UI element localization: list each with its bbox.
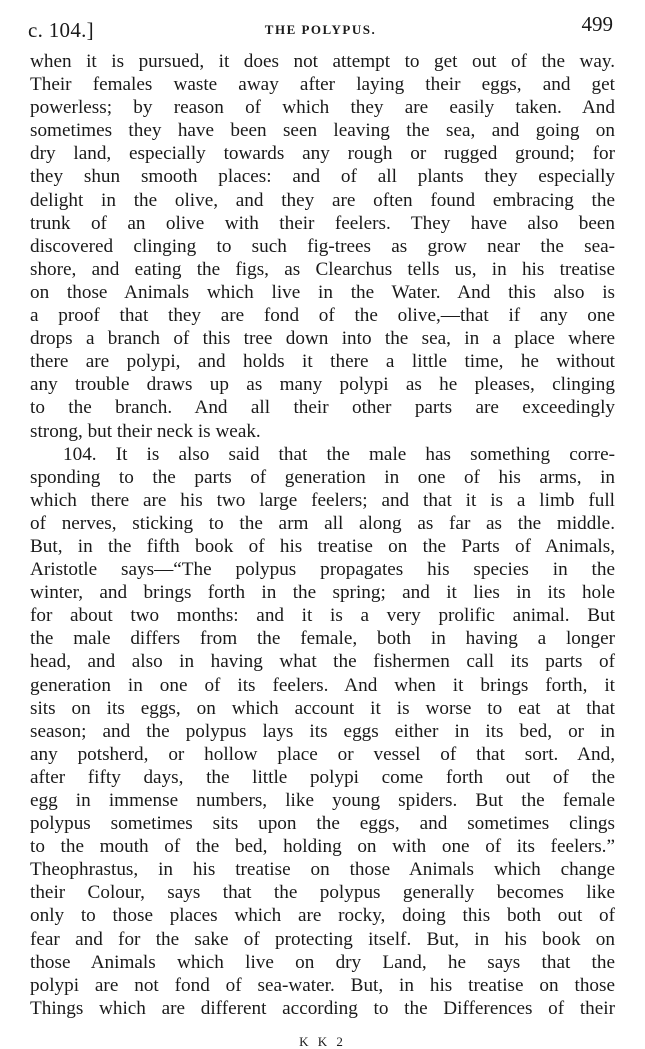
text-line: generation in one of its feelers. And when it brings forth, it <box>30 674 615 696</box>
text-line: trunk of an olive with their feelers. They have also been <box>30 212 615 234</box>
text-line: head, and also in having what the fishermen call its parts of <box>30 651 615 673</box>
text-line: fear and for the sake of protecting itself. But, in his book on <box>30 928 615 950</box>
text-line: shore, and eating the figs, as Clearchus tells us, in his treatise <box>30 258 615 280</box>
text-line: But, in the fifth book of his treatise on the Parts of Animals, <box>30 535 615 557</box>
text-line: polypus sometimes sits upon the eggs, and sometimes clings <box>30 813 615 835</box>
text-line: when it is pursued, it does not attempt to get out of the way. <box>30 51 615 72</box>
text-line: after fifty days, the little polypi come forth out of the <box>30 766 615 788</box>
text-line: of nerves, sticking to the arm all along as far as the middle. <box>30 512 615 534</box>
paragraph-end-line: strong, but their neck is weak. <box>30 420 261 442</box>
text-line: to the mouth of the bed, holding on with one of its feelers.” <box>30 836 615 858</box>
text-line: Theophrastus, in his treatise on those Animals which change <box>30 859 615 881</box>
text-line: drops a branch of this tree down into the sea, in a place where <box>30 328 615 350</box>
text-line: to the branch. And all their other parts are exceedingly <box>30 397 615 419</box>
text-line: discovered clinging to such fig-trees as grow near the sea- <box>30 235 615 257</box>
page-number: 499 <box>581 12 613 36</box>
text-line: Their females waste away after laying their eggs, and get <box>30 74 615 96</box>
text-line: on those Animals which live in the Water. And this also is <box>30 281 615 303</box>
body-text <box>30 50 615 1020</box>
text-line: their Colour, says that the polypus generally becomes like <box>30 882 615 904</box>
text-line: Things which are different according to the Differences of their <box>30 997 615 1019</box>
section-104-start: 104. It is also said that the male has something corre- <box>63 443 615 465</box>
text-line: any trouble draws up as many polypi as he pleases, clinging <box>30 374 615 396</box>
text-line: there are polypi, and holds it there a little time, he without <box>30 351 615 373</box>
text-line: egg in immense numbers, like young spiders. But the female <box>30 790 615 811</box>
text-line: sits on its eggs, on which account it is worse to eat at that <box>30 697 615 719</box>
text-line: sometimes they have been seen leaving the sea, and going on <box>30 120 615 142</box>
text-line: powerless; by reason of which they are easily taken. And <box>30 97 615 119</box>
running-header <box>28 10 613 40</box>
text-line: Aristotle says—“The polypus propagates his species in the <box>30 559 615 581</box>
text-line: those Animals which live on dry Land, he says that the <box>30 951 615 973</box>
text-line: only to those places which are rocky, doing this both out of <box>30 905 615 927</box>
text-line: a proof that they are fond of the olive,—that if any one <box>30 305 615 327</box>
text-line: any potsherd, or hollow place or vessel of that sort. And, <box>30 743 615 765</box>
text-line: for about two months: and it is a very prolific animal. But <box>30 605 615 627</box>
text-line: which there are his two large feelers; and that it is a limb full <box>30 489 615 511</box>
text-line: polypi are not fond of sea-water. But, in his treatise on those <box>30 974 615 996</box>
text-line: winter, and brings forth in the spring; and it lies in its hole <box>30 582 615 604</box>
running-title: THE POLYPUS. <box>264 22 377 37</box>
text-line: delight in the olive, and they are often found embracing the <box>30 189 615 211</box>
text-line: dry land, especially towards any rough or rugged ground; for <box>30 143 615 165</box>
text-line: they shun smooth places: and of all plants they especially <box>30 166 615 188</box>
signature-mark: K K 2 <box>299 1034 346 1049</box>
text-line: the male differs from the female, both in having a longer <box>30 628 615 650</box>
text-line: sponding to the parts of generation in one of his arms, in <box>30 466 615 488</box>
chapter-reference: c. 104.] <box>28 18 94 42</box>
text-line: season; and the polypus lays its eggs either in its bed, or in <box>30 720 615 742</box>
